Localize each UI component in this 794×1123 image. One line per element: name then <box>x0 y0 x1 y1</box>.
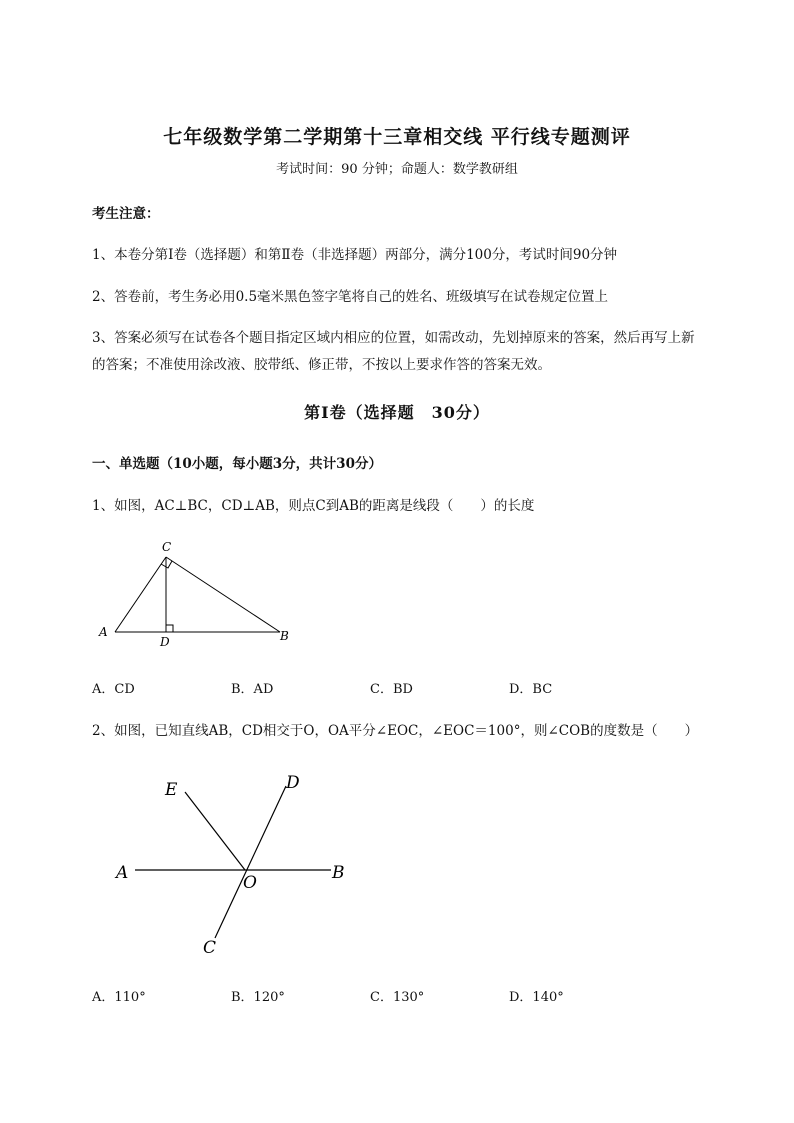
segment-ac <box>115 557 166 632</box>
question-2-figure <box>105 762 365 962</box>
question-1-option-d[interactable]: D．BC <box>509 682 553 697</box>
segment-bc <box>166 557 280 632</box>
part-heading: 一、单选题（10小题，每小题3分，共计30分） <box>92 456 382 472</box>
notice-item-3: 3、答案必须写在试卷各个题目指定区域内相应的位置，如需改动，先划掉原来的答案，然后再写上新 <box>92 330 695 346</box>
exam-subtitle: 考试时间：90 分钟；命题人：数学教研组 <box>276 162 518 177</box>
notice-heading: 考生注意： <box>92 206 160 222</box>
right-angle-mark-d <box>166 625 173 632</box>
notice-item-1: 1、本卷分第Ⅰ卷（选择题）和第Ⅱ卷（非选择题）两部分，满分100分，考试时间90分钟 <box>92 247 618 263</box>
question-2-option-d[interactable]: D．140° <box>509 990 564 1005</box>
label-b: B <box>280 629 289 643</box>
notice-item-3-continued: 的答案；不准使用涂改液、胶带纸、修正带，不按以上要求作答的答案无效。 <box>92 357 551 373</box>
question-1-option-c[interactable]: C．BD <box>370 682 413 697</box>
label-a: A <box>116 863 129 883</box>
label-d: D <box>286 773 300 793</box>
line-cd <box>215 786 286 938</box>
question-1-option-a[interactable]: A．CD <box>92 682 135 697</box>
label-c: C <box>203 938 217 958</box>
label-o: O <box>243 873 257 893</box>
question-1-option-b[interactable]: B．AD <box>231 682 274 697</box>
notice-item-2: 2、答卷前，考生务必用0.5毫米黑色签字笔将自己的姓名、班级填写在试卷规定位置上 <box>92 289 609 305</box>
label-c: C <box>162 540 172 554</box>
section-title: 第Ⅰ卷（选择题 30分） <box>304 403 490 422</box>
question-2-option-b[interactable]: B．120° <box>231 990 285 1005</box>
question-2-text: 2、如图，已知直线AB，CD相交于O，OA平分∠EOC，∠EOC＝100°，则∠COB的度数是（ ） <box>92 723 699 739</box>
question-2-option-c[interactable]: C．130° <box>370 990 425 1005</box>
question-1-figure <box>95 535 305 650</box>
label-b: B <box>332 863 345 883</box>
ray-oe <box>185 792 245 870</box>
label-d: D <box>160 635 170 649</box>
question-1-text: 1、如图，AC⊥BC，CD⊥AB，则点C到AB的距离是线段（ ）的长度 <box>92 498 535 514</box>
label-e: E <box>165 780 178 800</box>
label-a: A <box>99 625 108 639</box>
page-title: 七年级数学第二学期第十三章相交线 平行线专题测评 <box>163 126 631 148</box>
question-2-option-a[interactable]: A．110° <box>92 990 146 1005</box>
